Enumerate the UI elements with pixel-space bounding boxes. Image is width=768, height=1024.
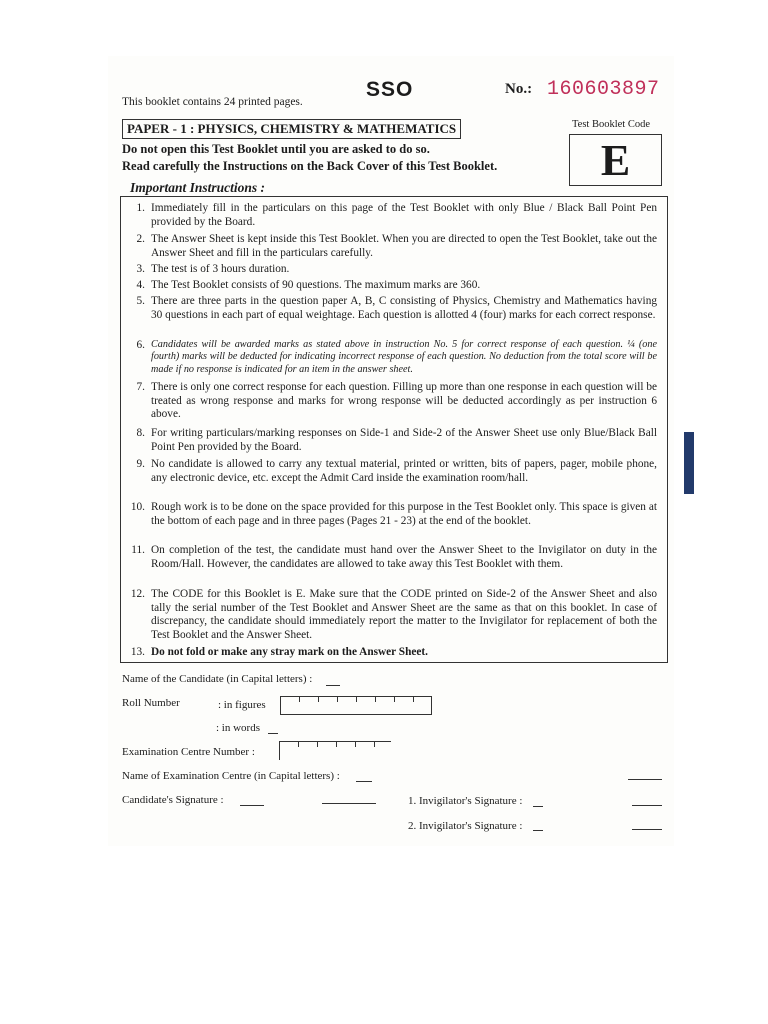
booklet-code: E [600,135,631,185]
roll-in-words-label: : in words [216,722,260,734]
invigilator-2-signature-label: 2. Invigilator's Signature : [408,820,523,832]
invigilator-1-line-right [632,805,662,806]
instruction-number: 7. [136,381,145,393]
binding-edge-mark [684,432,694,494]
instruction-number: 3. [136,263,145,275]
candidate-name-label: Name of the Candidate (in Capital letters) : [122,673,313,685]
digit-tick [355,742,356,747]
center-code: SSO [366,78,414,101]
instruction-text: Candidates will be awarded marks as stated above in instruction No. 5 for correct response of each question. ¼ (one fourth) marks will be deducted for indicating incorrect response of each question. No deduction from the total score will be made if no response is indicated for an item in the answer sheet. [151,339,657,375]
roll-number-label: Roll Number [122,697,180,709]
instruction-number: 9. [136,458,145,470]
invigilator-1-signature-line[interactable] [533,806,543,807]
candidate-name-line[interactable] [326,685,340,686]
digit-tick [413,697,414,702]
exam-centre-name-label: Name of Examination Centre (in Capital letters) : [122,770,340,782]
exam-centre-number-label: Examination Centre Number : [122,746,255,758]
invigilator-2-signature-line[interactable] [533,830,543,831]
centre-name-line-right [628,779,662,780]
candidate-signature-label: Candidate's Signature : [122,794,224,806]
centre-number-box[interactable] [279,741,391,760]
booklet-code-box [569,134,662,186]
instruction-number: 2. [136,233,145,245]
instructions-heading: Important Instructions : [130,180,266,195]
digit-tick [337,697,338,702]
instruction-number: 6. [136,339,145,351]
candidate-signature-line[interactable] [240,805,264,806]
digit-tick [336,742,337,747]
invigilator-1-signature-label: 1. Invigilator's Signature : [408,795,523,807]
instructions-box [120,196,668,663]
digit-tick [375,697,376,702]
digit-tick [299,697,300,702]
instruction-number: 4. [136,279,145,291]
booklet-code-label: Test Booklet Code [572,119,651,130]
warning-do-not-open: Do not open this Test Booklet until you are asked to do so. [122,142,430,156]
instruction-text: No candidate is allowed to carry any textual material, printed or written, bits of papers, pager, mobile phone, any electronic device, etc. except the Admit Card inside the examination room/hall. [151,458,657,484]
instruction-text: The test is of 3 hours duration. [151,263,290,275]
serial-number: 160603897 [547,78,660,101]
instruction-text: The CODE for this Booklet is E. Make sure that the CODE printed on Side-2 of the Answer Sheet and also tally the serial number of the Test Booklet and Answer Sheet are the same as that on this booklet. In case of discrepancy, the candidate should immediately report the matter to the Invigilator for replacement of both the Test Booklet and the Answer Sheet. [151,588,657,641]
instruction-number: 5. [136,295,145,307]
instruction-text: The Test Booklet consists of 90 questions. The maximum marks are 360. [151,279,481,291]
instruction-number: 1. [136,202,145,214]
digit-tick [298,742,299,747]
invigilator-2-line-right [632,829,662,830]
centre-name-line[interactable] [356,781,372,782]
instruction-number: 11. [131,544,145,556]
digit-tick [374,742,375,747]
instruction-text: Do not fold or make any stray mark on the Answer Sheet. [151,646,428,658]
digit-tick [317,742,318,747]
paper-title: PAPER - 1 : PHYSICS, CHEMISTRY & MATHEMATICS [122,119,461,139]
roll-words-line[interactable] [268,733,278,734]
pages-count-line: This booklet contains 24 printed pages. [122,96,303,108]
instruction-number: 8. [136,427,145,439]
instruction-text: Rough work is to be done on the space provided for this purpose in the Test Booklet only. This space is given at the bottom of each page and in three pages (Pages 21 - 23) at the end of the booklet. [151,501,657,527]
digit-tick [356,697,357,702]
instruction-number: 13. [130,646,145,658]
digit-tick [318,697,319,702]
instruction-text: On completion of the test, the candidate must hand over the Answer Sheet to the Invigilator on duty in the Room/Hall. However, the candidates are allowed to take away this Test Booklet with them. [151,544,657,570]
instruction-number: 12. [130,588,145,600]
instruction-text: The Answer Sheet is kept inside this Test Booklet. When you are directed to open the Test Booklet, take out the Answer Sheet and fill in the particulars carefully. [151,233,657,259]
serial-label: No.: [505,81,533,97]
roll-in-figures-label: : in figures [218,699,266,711]
digit-tick [394,697,395,702]
instruction-text: Immediately fill in the particulars on this page of the Test Booklet with only Blue / Black Ball Point Pen provided by the Board. [151,202,657,228]
instruction-text: There are three parts in the question paper A, B, C consisting of Physics, Chemistry and Mathematics having 30 questions in each part of equal weightage. Each question is allotted 4 (four) marks for each correct response. [151,295,657,321]
roll-figures-box[interactable] [280,696,432,715]
instruction-number: 10. [130,501,145,513]
instruction-text: There is only one correct response for each question. Filling up more than one response in each question will be treated as wrong response and marks for wrong response will be deducted accordingly as per instruction 6 above. [151,381,657,421]
warning-read-instructions: Read carefully the Instructions on the Back Cover of this Test Booklet. [122,159,498,173]
instruction-text: For writing particulars/marking responses on Side-1 and Side-2 of the Answer Sheet use only Blue/Black Ball Point Pen provided by the Board. [151,427,657,453]
signature-mark [322,803,376,804]
